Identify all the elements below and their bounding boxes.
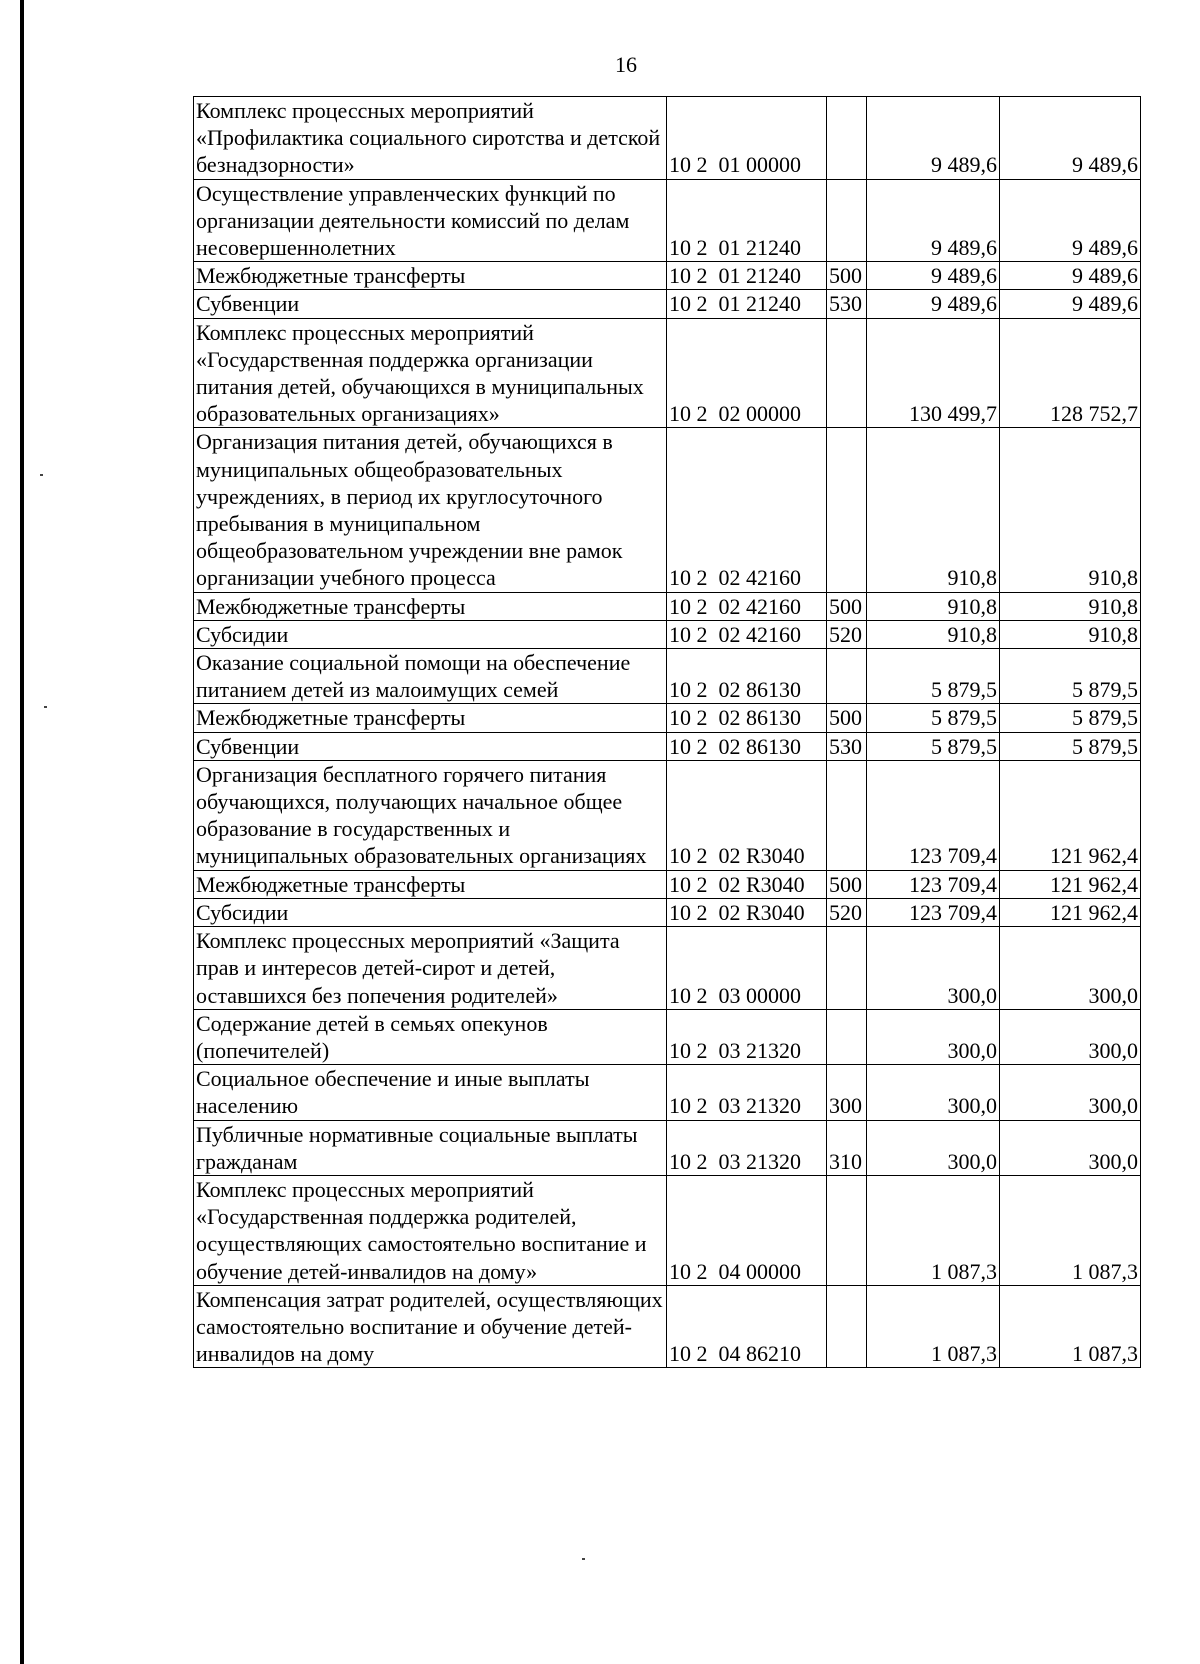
scan-left-border bbox=[20, 0, 24, 1664]
row-amount-1: 9 489,6 bbox=[867, 97, 1000, 180]
row-expense-type bbox=[827, 649, 867, 704]
table-row bbox=[194, 760, 1141, 870]
table-row bbox=[194, 97, 1141, 180]
table-row bbox=[194, 1175, 1141, 1285]
row-expense-type: 530 bbox=[827, 732, 867, 760]
table-row bbox=[194, 870, 1141, 898]
table-row bbox=[194, 620, 1141, 648]
row-target-code: 10 2 02 R3040 bbox=[667, 870, 827, 898]
row-target-code: 10 2 02 00000 bbox=[667, 318, 827, 428]
row-amount-2: 1 087,3 bbox=[1000, 1285, 1141, 1368]
scan-speck bbox=[40, 474, 43, 476]
row-name: Комплекс процессных мероприятий «Профилактика социального сиротства и детской безнадзорности» bbox=[194, 97, 667, 180]
row-amount-2: 9 489,6 bbox=[1000, 262, 1141, 290]
row-amount-1: 1 087,3 bbox=[867, 1175, 1000, 1285]
table-row bbox=[194, 927, 1141, 1010]
table-row bbox=[194, 290, 1141, 318]
table-row bbox=[194, 179, 1141, 262]
row-expense-type: 500 bbox=[827, 262, 867, 290]
row-expense-type bbox=[827, 927, 867, 1010]
row-expense-type: 300 bbox=[827, 1065, 867, 1120]
table-row bbox=[194, 649, 1141, 704]
row-amount-1: 300,0 bbox=[867, 1009, 1000, 1064]
row-amount-1: 9 489,6 bbox=[867, 179, 1000, 262]
table-row bbox=[194, 1285, 1141, 1368]
row-amount-2: 9 489,6 bbox=[1000, 290, 1141, 318]
row-expense-type bbox=[827, 760, 867, 870]
row-target-code: 10 2 02 42160 bbox=[667, 428, 827, 592]
row-name: Осуществление управленческих функций по организации деятельности комиссий по делам несовершеннолетних bbox=[194, 179, 667, 262]
row-amount-1: 5 879,5 bbox=[867, 649, 1000, 704]
row-amount-1: 5 879,5 bbox=[867, 704, 1000, 732]
row-target-code: 10 2 03 21320 bbox=[667, 1120, 827, 1175]
row-expense-type: 500 bbox=[827, 704, 867, 732]
row-amount-2: 121 962,4 bbox=[1000, 870, 1141, 898]
row-target-code: 10 2 02 R3040 bbox=[667, 760, 827, 870]
row-target-code: 10 2 02 42160 bbox=[667, 620, 827, 648]
table-row bbox=[194, 318, 1141, 428]
row-expense-type bbox=[827, 97, 867, 180]
row-amount-1: 123 709,4 bbox=[867, 760, 1000, 870]
row-name: Субсидии bbox=[194, 898, 667, 926]
row-name: Межбюджетные трансферты bbox=[194, 870, 667, 898]
row-amount-2: 9 489,6 bbox=[1000, 97, 1141, 180]
row-amount-2: 5 879,5 bbox=[1000, 649, 1141, 704]
page-number: 16 bbox=[615, 52, 637, 77]
row-amount-2: 910,8 bbox=[1000, 428, 1141, 592]
row-amount-2: 300,0 bbox=[1000, 1065, 1141, 1120]
row-expense-type bbox=[827, 179, 867, 262]
row-amount-2: 1 087,3 bbox=[1000, 1175, 1141, 1285]
row-name: Комплекс процессных мероприятий «Защита прав и интересов детей-сирот и детей, оставшихся без попечения родителей» bbox=[194, 927, 667, 1010]
row-target-code: 10 2 04 00000 bbox=[667, 1175, 827, 1285]
row-amount-2: 300,0 bbox=[1000, 927, 1141, 1010]
row-expense-type: 500 bbox=[827, 870, 867, 898]
row-name: Социальное обеспечение и иные выплаты населению bbox=[194, 1065, 667, 1120]
row-target-code: 10 2 03 21320 bbox=[667, 1009, 827, 1064]
row-name: Субвенции bbox=[194, 290, 667, 318]
table-row bbox=[194, 1120, 1141, 1175]
table-row bbox=[194, 1009, 1141, 1064]
budget-table-body bbox=[194, 97, 1141, 1368]
row-expense-type bbox=[827, 1285, 867, 1368]
row-amount-1: 300,0 bbox=[867, 927, 1000, 1010]
row-name: Межбюджетные трансферты bbox=[194, 262, 667, 290]
row-target-code: 10 2 01 21240 bbox=[667, 179, 827, 262]
row-name: Субсидии bbox=[194, 620, 667, 648]
row-name: Публичные нормативные социальные выплаты гражданам bbox=[194, 1120, 667, 1175]
row-target-code: 10 2 02 R3040 bbox=[667, 898, 827, 926]
row-expense-type bbox=[827, 1175, 867, 1285]
row-target-code: 10 2 01 21240 bbox=[667, 290, 827, 318]
table-row bbox=[194, 704, 1141, 732]
row-expense-type: 530 bbox=[827, 290, 867, 318]
row-amount-1: 300,0 bbox=[867, 1120, 1000, 1175]
table-row bbox=[194, 262, 1141, 290]
row-amount-2: 9 489,6 bbox=[1000, 179, 1141, 262]
row-amount-1: 910,8 bbox=[867, 620, 1000, 648]
row-amount-1: 5 879,5 bbox=[867, 732, 1000, 760]
row-expense-type: 310 bbox=[827, 1120, 867, 1175]
row-target-code: 10 2 02 42160 bbox=[667, 592, 827, 620]
row-amount-1: 1 087,3 bbox=[867, 1285, 1000, 1368]
table-row bbox=[194, 592, 1141, 620]
row-amount-2: 910,8 bbox=[1000, 592, 1141, 620]
row-expense-type: 500 bbox=[827, 592, 867, 620]
scan-speck bbox=[582, 1558, 585, 1560]
row-amount-2: 300,0 bbox=[1000, 1120, 1141, 1175]
budget-table bbox=[193, 96, 1141, 1368]
row-amount-1: 910,8 bbox=[867, 428, 1000, 592]
row-expense-type: 520 bbox=[827, 620, 867, 648]
row-amount-1: 9 489,6 bbox=[867, 290, 1000, 318]
table-row bbox=[194, 732, 1141, 760]
row-target-code: 10 2 01 21240 bbox=[667, 262, 827, 290]
row-name: Компенсация затрат родителей, осуществляющих самостоятельно воспитание и обучение детей-инвалидов на дому bbox=[194, 1285, 667, 1368]
row-target-code: 10 2 02 86130 bbox=[667, 704, 827, 732]
table-row bbox=[194, 898, 1141, 926]
row-target-code: 10 2 03 21320 bbox=[667, 1065, 827, 1120]
row-target-code: 10 2 02 86130 bbox=[667, 732, 827, 760]
row-amount-1: 300,0 bbox=[867, 1065, 1000, 1120]
scan-speck bbox=[44, 706, 47, 708]
row-amount-2: 128 752,7 bbox=[1000, 318, 1141, 428]
row-amount-2: 121 962,4 bbox=[1000, 898, 1141, 926]
row-name: Комплекс процессных мероприятий «Государственная поддержка организации питания детей, обучающихся в муниципальных образовательных организациях» bbox=[194, 318, 667, 428]
row-target-code: 10 2 04 86210 bbox=[667, 1285, 827, 1368]
row-name: Организация бесплатного горячего питания обучающихся, получающих начальное общее образование в государственных и муниципальных образовательных организациях bbox=[194, 760, 667, 870]
row-amount-2: 300,0 bbox=[1000, 1009, 1141, 1064]
row-amount-1: 130 499,7 bbox=[867, 318, 1000, 428]
row-amount-1: 9 489,6 bbox=[867, 262, 1000, 290]
row-amount-2: 121 962,4 bbox=[1000, 760, 1141, 870]
row-expense-type: 520 bbox=[827, 898, 867, 926]
row-name: Межбюджетные трансферты bbox=[194, 592, 667, 620]
row-amount-1: 123 709,4 bbox=[867, 898, 1000, 926]
row-target-code: 10 2 01 00000 bbox=[667, 97, 827, 180]
row-expense-type bbox=[827, 428, 867, 592]
row-amount-1: 123 709,4 bbox=[867, 870, 1000, 898]
row-target-code: 10 2 02 86130 bbox=[667, 649, 827, 704]
table-row bbox=[194, 428, 1141, 592]
row-target-code: 10 2 03 00000 bbox=[667, 927, 827, 1010]
row-name: Межбюджетные трансферты bbox=[194, 704, 667, 732]
row-name: Оказание социальной помощи на обеспечение питанием детей из малоимущих семей bbox=[194, 649, 667, 704]
row-expense-type bbox=[827, 1009, 867, 1064]
row-amount-2: 5 879,5 bbox=[1000, 704, 1141, 732]
row-name: Комплекс процессных мероприятий «Государственная поддержка родителей, осуществляющих самостоятельно воспитание и обучение детей-инвалидов на дому» bbox=[194, 1175, 667, 1285]
row-amount-2: 910,8 bbox=[1000, 620, 1141, 648]
row-expense-type bbox=[827, 318, 867, 428]
row-amount-2: 5 879,5 bbox=[1000, 732, 1141, 760]
row-name: Содержание детей в семьях опекунов (попечителей) bbox=[194, 1009, 667, 1064]
row-amount-1: 910,8 bbox=[867, 592, 1000, 620]
row-name: Субвенции bbox=[194, 732, 667, 760]
row-name: Организация питания детей, обучающихся в муниципальных общеобразовательных учреждениях, в период их круглосуточного пребывания в муниципальном общеобразовательном учреждении вне рамок организации учебного процесса bbox=[194, 428, 667, 592]
table-row bbox=[194, 1065, 1141, 1120]
